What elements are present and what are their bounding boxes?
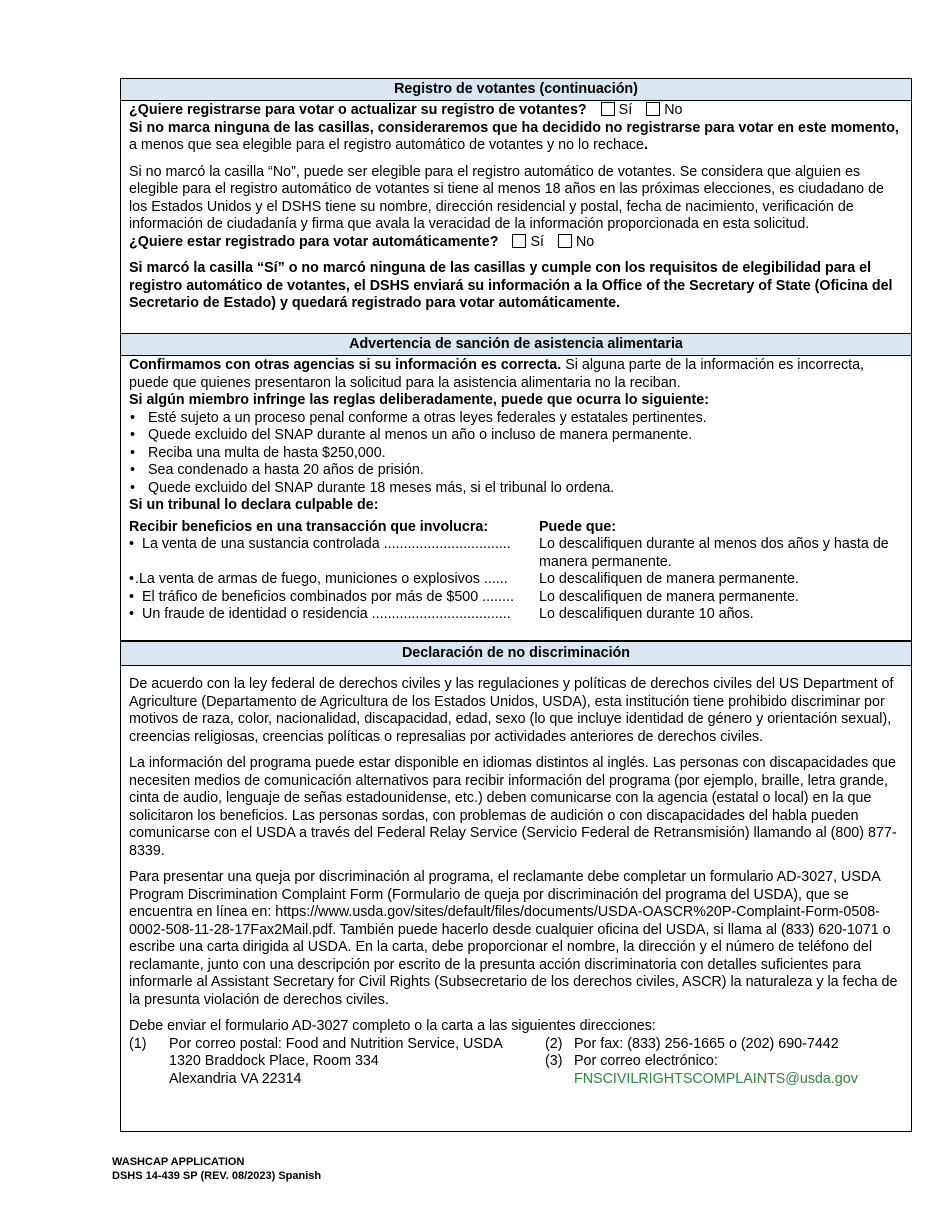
food-assistance-warning-title: Advertencia de sanción de asistencia alimentaria — [121, 334, 911, 356]
auto-registration-paragraph: Si no marcó la casilla “No”, puede ser elegible para el registro automático de votantes. Se considera que alguien es elegible para el registro automático de votantes si tiene al menos 18 años en las próximas elecciones, es ciudadano de los Estados Unidos y el DSHS tiene su nombre, dirección residencial y postal, fecha de nacimiento, verificación de información de ciudadanía y firma que avala la veracidad de la información proporcionada en esta solicitud. — [129, 163, 885, 232]
nondiscrimination-p1: De acuerdo con la ley federal de derechos civiles y las regulaciones y políticas de derechos civiles del US Department of Agriculture (Departamento de Agricultura de los Estados Unidos, USDA), esta institución tiene prohibido discriminar por motivos de raza, color, nacionalidad, discapacidad, edad, sexo (lo que incluye identidad de género y orientación sexual), creencias religiosas, creencias políticas o represalias por actividades anteriores de derechos civiles. — [129, 676, 894, 745]
nondiscrimination-title: Declaración de no discriminación — [121, 642, 911, 666]
register-yes-checkbox[interactable] — [601, 102, 615, 116]
table-row: •.La venta de armas de fuego, municiones o explosivos ...... Lo descalifiquen de manera permanente. — [129, 571, 799, 587]
penalty-table — [129, 519, 903, 624]
table-row: • El tráfico de beneficios combinados por más de $500 ........ Lo descalifiquen de manera permanente. — [129, 588, 799, 605]
email-link[interactable]: FNSCIVILRIGHTSCOMPLAINTS@usda.gov — [574, 1070, 858, 1087]
nondiscrimination-section — [120, 641, 912, 1132]
auto-no-checkbox[interactable] — [558, 234, 572, 248]
col1-header: Recibir beneficios en una transacción que involucra: — [129, 518, 489, 535]
list-item: • Quede excluido del SNAP durante al menos un año o incluso de manera permanente. — [129, 427, 903, 445]
register-question: ¿Quiere registrarse para votar o actualizar su registro de votantes? Sí No — [129, 102, 683, 118]
voter-registration-title: Registro de votantes (continuación) — [121, 79, 911, 101]
penalty-list — [129, 410, 903, 498]
voter-registration-section — [120, 78, 912, 334]
list-item: • Reciba una multa de hasta $250,000. — [129, 445, 903, 463]
auto-registration-final: Si marcó la casilla “Sí” o no marcó ninguna de las casillas y cumple con los requisitos de elegibilidad para el registro automático de votantes, el DSHS enviará su información a la Office of the Secretary of State (Oficina del Secretario de Estado) y quedará registrado para votar automáticamente. — [129, 260, 893, 311]
list-item: • Quede excluido del SNAP durante 18 meses más, si el tribunal lo ordena. — [129, 480, 903, 498]
list-item: • Esté sujeto a un proceso penal conforme a otras leyes federales y estatales pertinentes. — [129, 410, 903, 428]
register-no-checkbox[interactable] — [646, 102, 660, 116]
register-note: Si no marca ninguna de las casillas, consideraremos que ha decidido no registrarse para votar en este momento, a menos que sea elegible para el registro automático de votantes y no lo rechace. — [129, 119, 899, 153]
table-row: • Un fraude de identidad o residencia ................................... Lo descalifiquen durante 10 años. — [129, 606, 754, 622]
food-assistance-warning-section — [120, 333, 912, 641]
warning-intro: Confirmamos con otras agencias si su información es correcta. Si alguna parte de la información es incorrecta, puede que quienes presentaron la solicitud para la asistencia alimentaria no la reciban. — [129, 357, 865, 391]
nondiscrimination-p2: La información del programa puede estar disponible en idiomas distintos al inglés. Las personas con discapacidades que necesiten medios de comunicación alternativos para recibir información del programa (por ejemplo, braille, letra grande, cinta de audio, lenguaje de señas estadounidense, etc.) deben comunicarse con la agencia (estatal o local) en la que solicitaron los beneficios. Las personas sordas, con problemas de audición o con discapacidades del habla pueden comunicarse con el USDA a través del Federal Relay Service (Servicio Federal de Retransmisión) llamando al (800) 877-8339. — [129, 755, 897, 859]
auto-yes-checkbox[interactable] — [512, 234, 526, 248]
col2-header: Puede que: — [539, 518, 617, 535]
auto-register-question: ¿Quiere estar registrado para votar automáticamente? Sí No — [129, 233, 595, 250]
table-row: • La venta de una sustancia controlada ................................ Lo descalifiquen durante al menos dos años y hasta de manera permanente. — [129, 536, 889, 570]
court-heading: Si un tribunal lo declara culpable de: — [129, 497, 379, 513]
violation-heading: Si algún miembro infringe las reglas deliberadamente, puede que ocurra lo siguiente: — [129, 392, 709, 408]
address-table: (1) Por correo postal: Food and Nutrition Service, USDA 1320 Braddock Place, Room 334 Alexandria VA 22314 (2) Por fax: (833) 256-1665 o (202) 690-7442 (3) Por correo electrónico: FNSCIVILRIGHTSCOMPLAINTS@usda.gov — [129, 1035, 858, 1087]
table-row — [129, 519, 903, 537]
form-footer: WASHCAP APPLICATION DSHS 14-439 SP (REV. 08/2023) Spanish — [112, 1156, 322, 1182]
list-item: • Sea condenado a hasta 20 años de prisión. — [129, 462, 903, 480]
nondiscrimination-p4: Debe enviar el formulario AD-3027 completo o la carta a las siguientes direcciones: — [129, 1018, 656, 1034]
nondiscrimination-p3: Para presentar una queja por discriminación al programa, el reclamante debe completar un formulario AD-3027, USDA Program Discrimination Complaint Form (Formulario de queja por discriminación del programa del USDA), que se encuentra en línea en: https://www.usda.gov/sites/default/files/documents/USDA-OASCR%20P-Complaint-Form-0508-0002-508-11-28-17Fax2Mail.pdf. También puede hacerlo desde cualquier oficina del USDA, si llama al (833) 620-1071 o escribe una carta dirigida al USDA. En la carta, debe proporcionar el nombre, la dirección y el número de teléfono del reclamante, junto con una descripción por escrito de la presunta acción discriminatoria con detalles suficientes para informarle al Assistant Secretary for Civil Rights (Subsecretario de los derechos civiles, ASCR) la naturaleza y la fecha de la presunta violación de derechos civiles. — [129, 869, 898, 1008]
